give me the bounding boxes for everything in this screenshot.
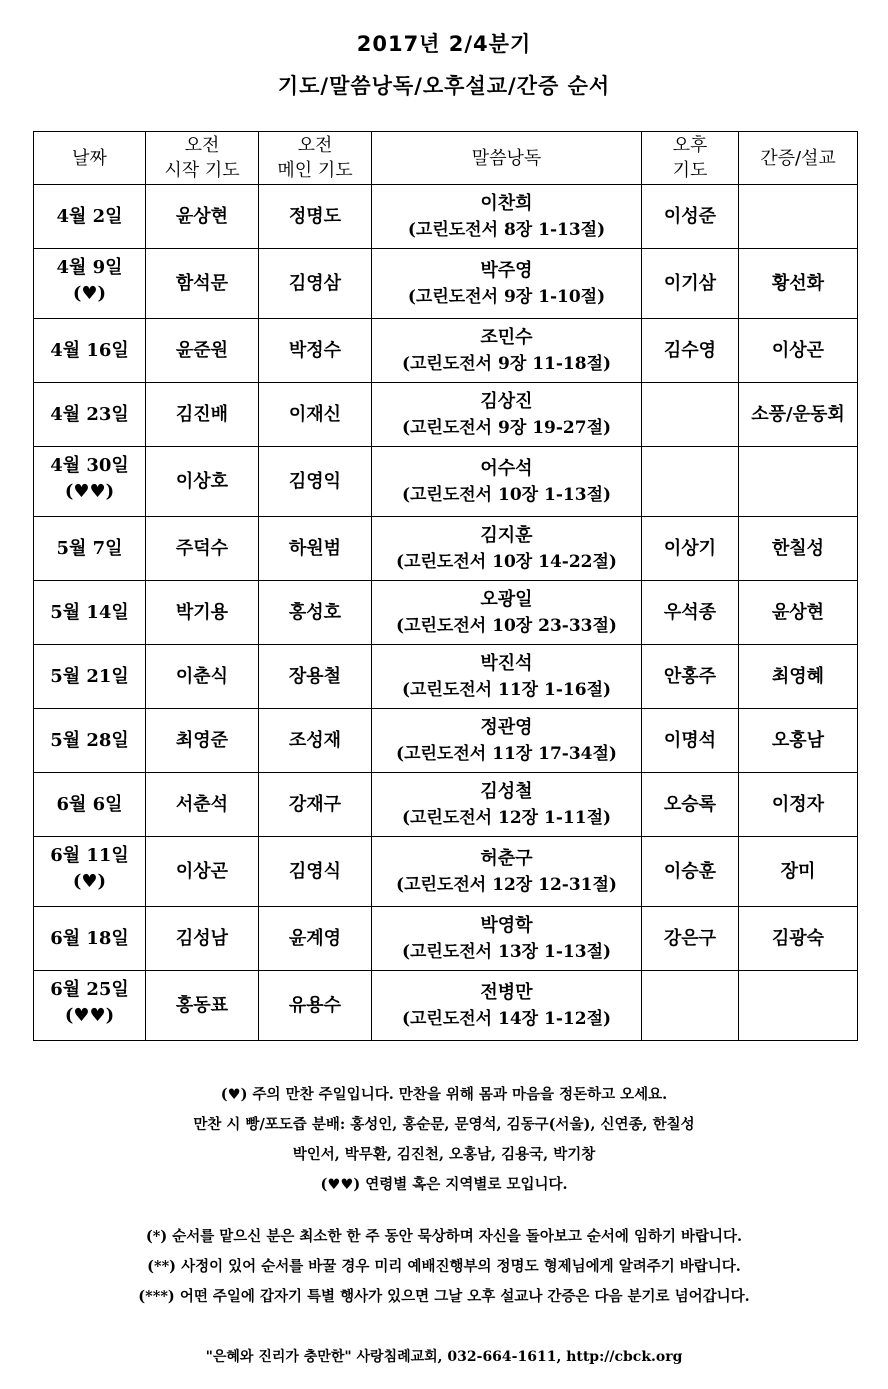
date-text: 6월 6일 [56, 793, 123, 815]
passage-text: (고린도전서 12장 1-11절) [401, 807, 612, 828]
testimony-cell: 윤상현 [739, 581, 858, 645]
reading-cell [372, 645, 642, 709]
table-row [34, 447, 858, 517]
afternoon-prayer-cell [642, 447, 739, 517]
main-prayer-cell: 윤계영 [259, 907, 372, 971]
date-cell [34, 249, 146, 319]
table-row [34, 581, 858, 645]
passage-text: (고린도전서 9장 1-10절) [407, 286, 606, 307]
main-prayer-cell: 홍성호 [259, 581, 372, 645]
testimony-cell: 최영혜 [739, 645, 858, 709]
testimony-cell: 한칠성 [739, 517, 858, 581]
reading-cell [372, 517, 642, 581]
open-prayer-cell: 윤준원 [146, 319, 259, 383]
open-prayer-cell: 함석문 [146, 249, 259, 319]
date-text: 5월 7일 [56, 537, 123, 559]
afternoon-prayer-cell: 안홍주 [642, 645, 739, 709]
testimony-cell: 오홍남 [739, 709, 858, 773]
note-line: 만찬 시 빵/포도즙 분배: 홍성인, 홍순문, 문영석, 김동구(서울), 신연종, 한칠성 [193, 1116, 695, 1133]
reader-name: 박주영 [480, 259, 533, 281]
date-cell [34, 185, 146, 249]
testimony-cell: 김광숙 [739, 907, 858, 971]
testimony-cell: 황선화 [739, 249, 858, 319]
table-header-row [34, 132, 858, 185]
testimony-cell [739, 185, 858, 249]
main-prayer-cell: 박정수 [259, 319, 372, 383]
main-prayer-cell: 장용철 [259, 645, 372, 709]
testimony-cell: 이상곤 [739, 319, 858, 383]
reader-name: 조민수 [480, 326, 533, 348]
open-prayer-cell: 박기용 [146, 581, 259, 645]
table-row [34, 185, 858, 249]
date-text: 6월 25일 [50, 979, 129, 1000]
reading-cell [372, 249, 642, 319]
afternoon-prayer-cell: 이명석 [642, 709, 739, 773]
afternoon-prayer-cell: 우석종 [642, 581, 739, 645]
main-prayer-cell: 김영식 [259, 837, 372, 907]
reading-cell [372, 185, 642, 249]
testimony-cell: 소풍/운동회 [739, 383, 858, 447]
table-row [34, 773, 858, 837]
date-cell [34, 517, 146, 581]
reader-name: 박영학 [480, 914, 533, 936]
communion-mark: (♥) [72, 871, 107, 892]
note-line: 박인서, 박무환, 김진천, 오홍남, 김용국, 박기창 [292, 1146, 596, 1163]
date-cell [34, 645, 146, 709]
passage-text: (고린도전서 11장 1-16절) [401, 679, 612, 700]
date-cell [34, 709, 146, 773]
communion-mark: (♥♥) [64, 1005, 115, 1026]
guideline-line: (**) 사정이 있어 순서를 바꿀 경우 미리 예배진행부의 정명도 형제님에게 알려주기 바랍니다. [147, 1258, 741, 1275]
date-text: 4월 16일 [50, 339, 129, 361]
testimony-cell: 장미 [739, 837, 858, 907]
passage-text: (고린도전서 13장 1-13절) [401, 941, 612, 962]
reading-cell [372, 581, 642, 645]
passage-text: (고린도전서 10장 23-33절) [396, 615, 617, 636]
afternoon-prayer-cell: 강은구 [642, 907, 739, 971]
note-line: (♥♥) 연령별 혹은 지역별로 모입니다. [320, 1176, 568, 1193]
reading-cell [372, 971, 642, 1041]
passage-text: (고린도전서 9장 11-18절) [401, 353, 612, 374]
afternoon-prayer-cell [642, 971, 739, 1041]
schedule-table [33, 131, 858, 1041]
date-cell [34, 447, 146, 517]
reader-name: 김지훈 [480, 524, 533, 546]
testimony-cell [739, 971, 858, 1041]
guideline-line: (*) 순서를 맡으신 분은 최소한 한 주 동안 묵상하며 자신을 돌아보고 순서에 임하기 바랍니다. [145, 1228, 743, 1245]
open-prayer-cell: 최영준 [146, 709, 259, 773]
date-text: 6월 11일 [50, 845, 129, 866]
main-prayer-cell: 강재구 [259, 773, 372, 837]
reader-name: 김성철 [480, 780, 533, 802]
date-cell [34, 773, 146, 837]
afternoon-prayer-cell: 이기삼 [642, 249, 739, 319]
reading-cell [372, 773, 642, 837]
reader-name: 김상진 [480, 390, 533, 412]
testimony-cell [739, 447, 858, 517]
guideline-line: (***) 어떤 주일에 갑자기 특별 행사가 있으면 그날 오후 설교나 간증은 다음 분기로 넘어갑니다. [138, 1288, 750, 1305]
passage-text: (고린도전서 11장 17-34절) [396, 743, 617, 764]
date-text: 4월 2일 [56, 205, 123, 227]
table-row [34, 971, 858, 1041]
date-cell [34, 907, 146, 971]
communion-notes [0, 1080, 888, 1200]
date-text: 5월 21일 [50, 665, 129, 687]
open-prayer-cell: 주덕수 [146, 517, 259, 581]
main-prayer-cell: 김영익 [259, 447, 372, 517]
reader-name: 어수석 [480, 457, 533, 479]
date-cell [34, 971, 146, 1041]
header-date: 날짜 [34, 132, 146, 185]
afternoon-prayer-cell: 오승록 [642, 773, 739, 837]
church-footer: "은혜와 진리가 충만한" 사랑침례교회, 032-664-1611, http://cbck.org [205, 1349, 683, 1365]
afternoon-prayer-cell: 이상기 [642, 517, 739, 581]
date-text: 5월 14일 [50, 601, 129, 623]
page-title: 2017년 2/4분기 [356, 32, 532, 56]
date-cell [34, 837, 146, 907]
main-prayer-cell: 김영삼 [259, 249, 372, 319]
passage-text: (고린도전서 8장 1-13절) [407, 219, 606, 240]
open-prayer-cell: 이상곤 [146, 837, 259, 907]
header-morning-main-prayer: 오전 메인 기도 [259, 132, 372, 185]
passage-text: (고린도전서 12장 12-31절) [396, 874, 617, 895]
passage-text: (고린도전서 10장 14-22절) [396, 551, 617, 572]
table-row [34, 645, 858, 709]
communion-mark: (♥) [72, 283, 107, 304]
reader-name: 오광일 [480, 588, 533, 610]
header-scripture-reading: 말씀낭독 [372, 132, 642, 185]
table-row [34, 249, 858, 319]
open-prayer-cell: 이상호 [146, 447, 259, 517]
passage-text: (고린도전서 10장 1-13절) [401, 484, 612, 505]
afternoon-prayer-cell: 이성준 [642, 185, 739, 249]
testimony-cell: 이정자 [739, 773, 858, 837]
date-cell [34, 581, 146, 645]
header-afternoon-prayer: 오후 기도 [642, 132, 739, 185]
date-cell [34, 319, 146, 383]
reading-cell [372, 319, 642, 383]
table-row [34, 383, 858, 447]
main-prayer-cell: 유용수 [259, 971, 372, 1041]
date-text: 5월 28일 [50, 729, 129, 751]
reader-name: 이찬희 [480, 192, 533, 214]
table-row [34, 709, 858, 773]
passage-text: (고린도전서 9장 19-27절) [401, 417, 612, 438]
reading-cell [372, 447, 642, 517]
reader-name: 정관영 [480, 716, 533, 738]
table-row [34, 837, 858, 907]
header-morning-open-prayer: 오전 시작 기도 [146, 132, 259, 185]
open-prayer-cell: 김진배 [146, 383, 259, 447]
afternoon-prayer-cell: 이승훈 [642, 837, 739, 907]
date-text: 4월 9일 [56, 257, 123, 278]
open-prayer-cell: 윤상현 [146, 185, 259, 249]
reader-name: 박진석 [480, 652, 533, 674]
table-row [34, 517, 858, 581]
date-text: 6월 18일 [50, 927, 129, 949]
passage-text: (고린도전서 14장 1-12절) [401, 1008, 612, 1029]
afternoon-prayer-cell: 김수영 [642, 319, 739, 383]
reader-name: 전병만 [480, 981, 533, 1003]
date-text: 4월 30일 [50, 455, 129, 476]
reading-cell [372, 837, 642, 907]
open-prayer-cell: 서춘석 [146, 773, 259, 837]
date-cell [34, 383, 146, 447]
table-row [34, 907, 858, 971]
guideline-notes [0, 1222, 888, 1312]
note-line: (♥) 주의 만찬 주일입니다. 만찬을 위해 몸과 마음을 정돈하고 오세요. [220, 1086, 668, 1103]
open-prayer-cell: 이춘식 [146, 645, 259, 709]
reading-cell [372, 709, 642, 773]
reading-cell [372, 383, 642, 447]
open-prayer-cell: 홍동표 [146, 971, 259, 1041]
page-subtitle: 기도/말씀낭독/오후설교/간증 순서 [277, 74, 611, 98]
reading-cell [372, 907, 642, 971]
date-text: 4월 23일 [50, 403, 129, 425]
main-prayer-cell: 조성재 [259, 709, 372, 773]
reader-name: 허춘구 [480, 847, 533, 869]
header-testimony-sermon: 간증/설교 [739, 132, 858, 185]
communion-mark: (♥♥) [64, 481, 115, 502]
main-prayer-cell: 하원범 [259, 517, 372, 581]
afternoon-prayer-cell [642, 383, 739, 447]
open-prayer-cell: 김성남 [146, 907, 259, 971]
main-prayer-cell: 정명도 [259, 185, 372, 249]
table-row [34, 319, 858, 383]
main-prayer-cell: 이재신 [259, 383, 372, 447]
